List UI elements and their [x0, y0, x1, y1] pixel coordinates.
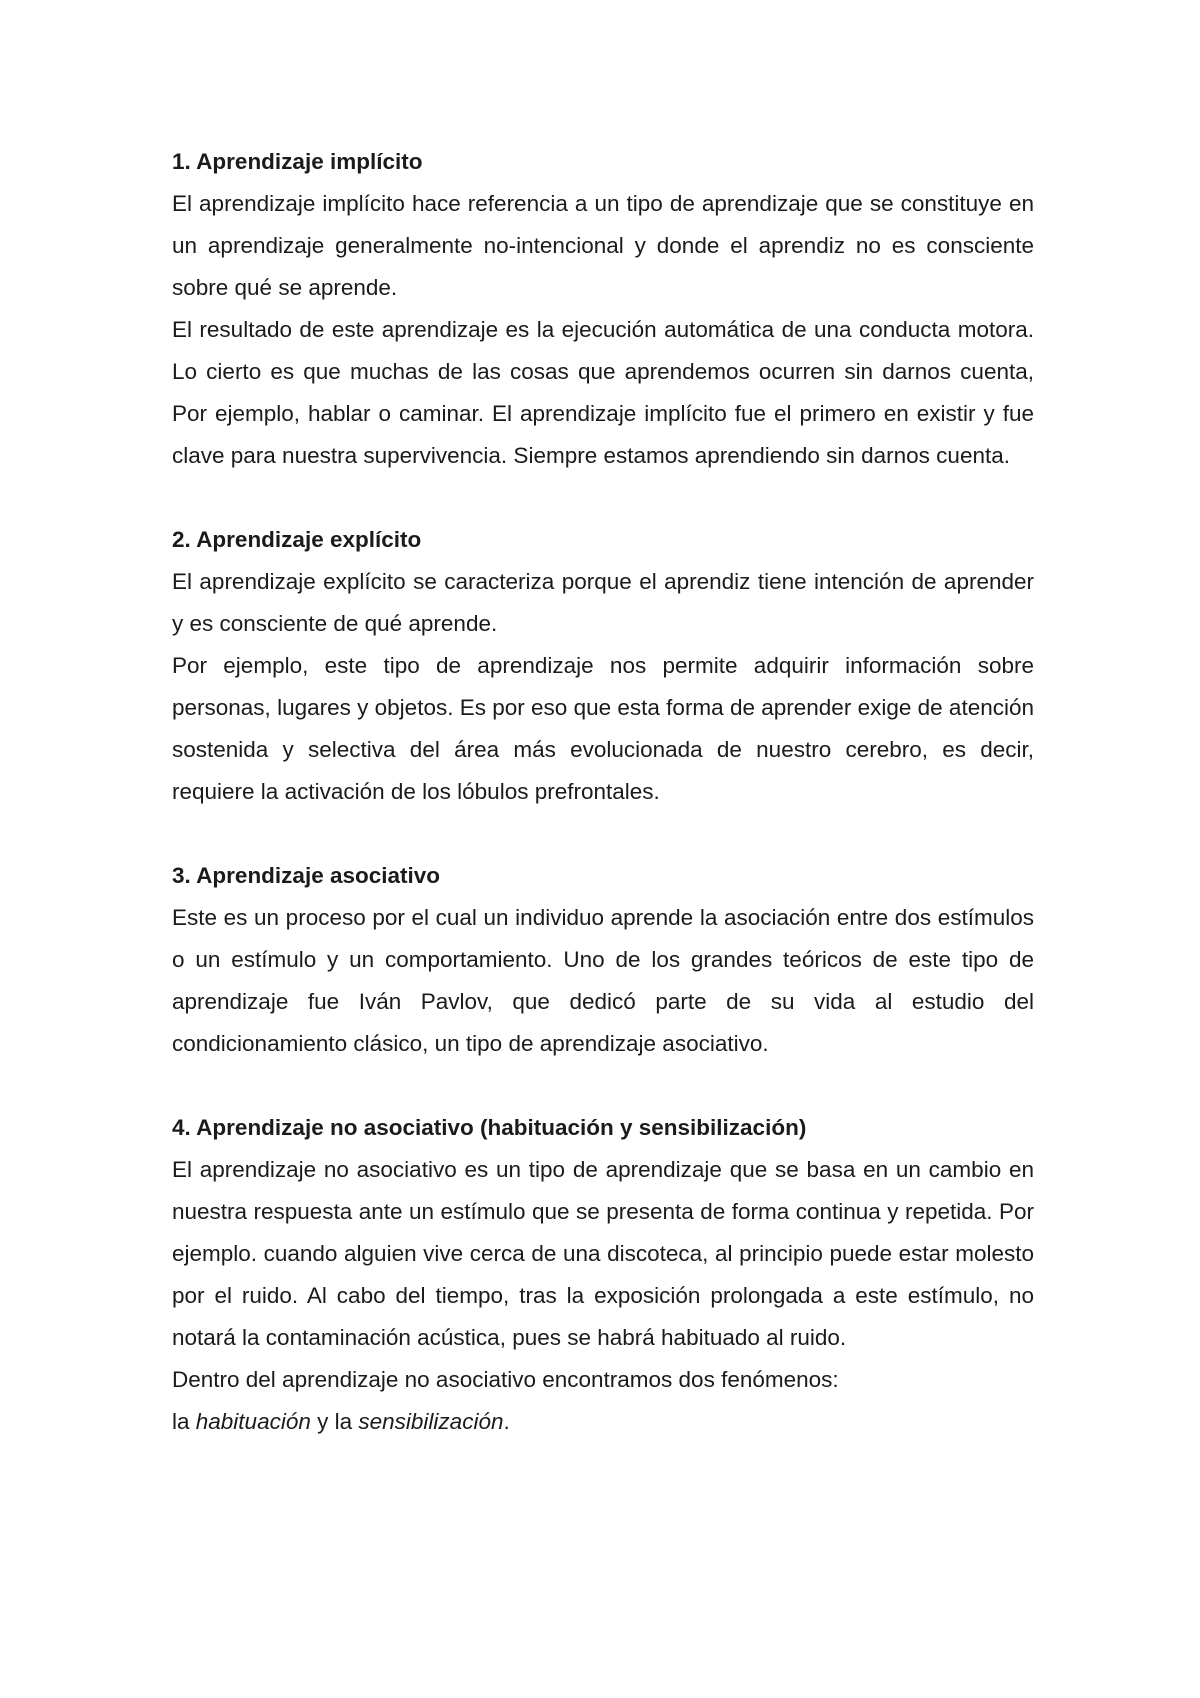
section-aprendizaje-implicito	[172, 141, 1034, 477]
section-paragraph: Por ejemplo, este tipo de aprendizaje nos permite adquirir información sobre personas, lugares y objetos. Es por eso que esta forma de aprender exige de atención sostenida y selectiva del área más evolucionada de nuestro cerebro, es decir, requiere la activación de los lóbulos prefrontales.	[172, 653, 1034, 804]
section-heading: 3. Aprendizaje asociativo	[172, 863, 441, 888]
section-paragraph: El aprendizaje no asociativo es un tipo de aprendizaje que se basa en un cambio en nuestra respuesta ante un estímulo que se presenta de forma continua y repetida. Por ejemplo. cuando alguien vive cerca de una discoteca, al principio puede estar molesto por el ruido. Al cabo del tiempo, tras la exposición prolongada a este estímulo, no notará la contaminación acústica, pues se habrá habituado al ruido.	[172, 1157, 1034, 1350]
section-aprendizaje-explicito	[172, 519, 1034, 813]
term-habituacion: habituación	[195, 1409, 311, 1434]
closing-end: .	[503, 1409, 510, 1434]
closing-lead: Dentro del aprendizaje no asociativo encontramos dos fenómenos:	[172, 1367, 839, 1392]
closing-mid: y la	[310, 1409, 359, 1434]
section-heading: 4. Aprendizaje no asociativo (habituación y sensibilización)	[172, 1115, 807, 1140]
section-paragraph: El aprendizaje explícito se caracteriza porque el aprendiz tiene intención de aprender y es consciente de qué aprende.	[172, 569, 1034, 636]
section-paragraph: El resultado de este aprendizaje es la ejecución automática de una conducta motora. Lo cierto es que muchas de las cosas que aprendemos ocurren sin darnos cuenta, Por ejemplo, hablar o caminar. El aprendizaje implícito fue el primero en existir y fue clave para nuestra supervivencia. Siempre estamos aprendiendo sin darnos cuenta.	[172, 317, 1034, 468]
section-paragraph: Este es un proceso por el cual un individuo aprende la asociación entre dos estímulos o un estímulo y un comportamiento. Uno de los grandes teóricos de este tipo de aprendizaje fue Iván Pavlov, que dedicó parte de su vida al estudio del condicionamiento clásico, un tipo de aprendizaje asociativo.	[172, 905, 1034, 1056]
section-aprendizaje-no-asociativo	[172, 1107, 1034, 1443]
document-page	[172, 141, 1034, 1443]
section-paragraph: El aprendizaje implícito hace referencia a un tipo de aprendizaje que se constituye en un aprendizaje generalmente no-intencional y donde el aprendiz no es consciente sobre qué se aprende.	[172, 191, 1034, 300]
section-heading: 2. Aprendizaje explícito	[172, 527, 422, 552]
closing-line	[172, 1401, 1034, 1443]
closing-pre: la	[172, 1409, 196, 1434]
term-sensibilizacion: sensibilización	[358, 1409, 504, 1434]
section-heading: 1. Aprendizaje implícito	[172, 149, 423, 174]
section-aprendizaje-asociativo	[172, 855, 1034, 1065]
